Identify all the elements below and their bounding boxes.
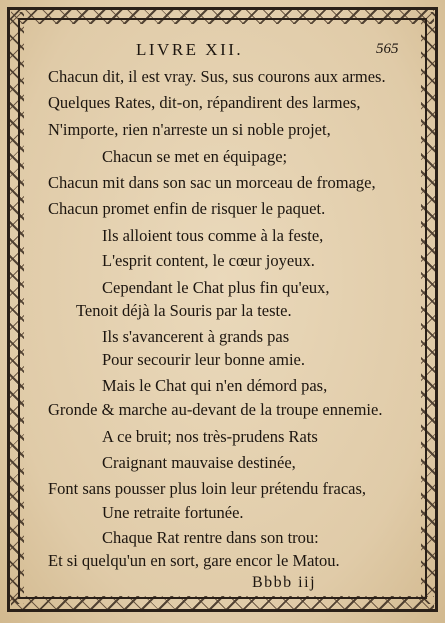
verse-line: Une retraite fortunée. [102,503,244,522]
verse-line: Chacun mit dans son sac un morceau de fromage, [48,173,376,192]
verse-line: Chacun dit, il est vray. Sus, sus courons aux armes. [48,67,386,86]
verse-line: Font sans pousser plus loin leur prétendu fracas, [48,479,367,498]
signature-mark: Bbbb iij [252,574,317,591]
verse-line: Quelques Rates, dit-on, répandirent des larmes, [48,93,361,112]
verse-line: Ils s'avancerent à grands pas [102,327,290,346]
verse-line: Et si quelqu'un en sort, gare encor le Matou. [48,551,340,570]
verse-line: Mais le Chat qui n'en démord pas, [102,376,328,395]
verse-line: Chacun promet enfin de risquer le paquet. [48,199,326,218]
verse-line: Chacun se met en équipage; [102,147,288,166]
page-number: 565 [376,41,399,57]
verse-line: Craignant mauvaise destinée, [102,453,296,472]
verse-line: N'importe, rien n'arreste un si noble projet, [48,120,331,139]
verse-line: Ils alloient tous comme à la feste, [102,226,324,245]
verse-line: L'esprit content, le cœur joyeux. [102,251,315,270]
verse-line: Chaque Rat rentre dans son trou: [102,528,319,547]
verse-line: Cependant le Chat plus fin qu'eux, [102,278,330,297]
verse-line: Gronde & marche au-devant de la troupe ennemie. [48,400,383,419]
running-head: LIVRE XII. [136,40,244,59]
verse-line: Tenoit déjà la Souris par la teste. [76,301,292,320]
verse-line: Pour secourir leur bonne amie. [102,350,305,369]
verse-line: A ce bruit; nos très-prudens Rats [102,427,318,446]
